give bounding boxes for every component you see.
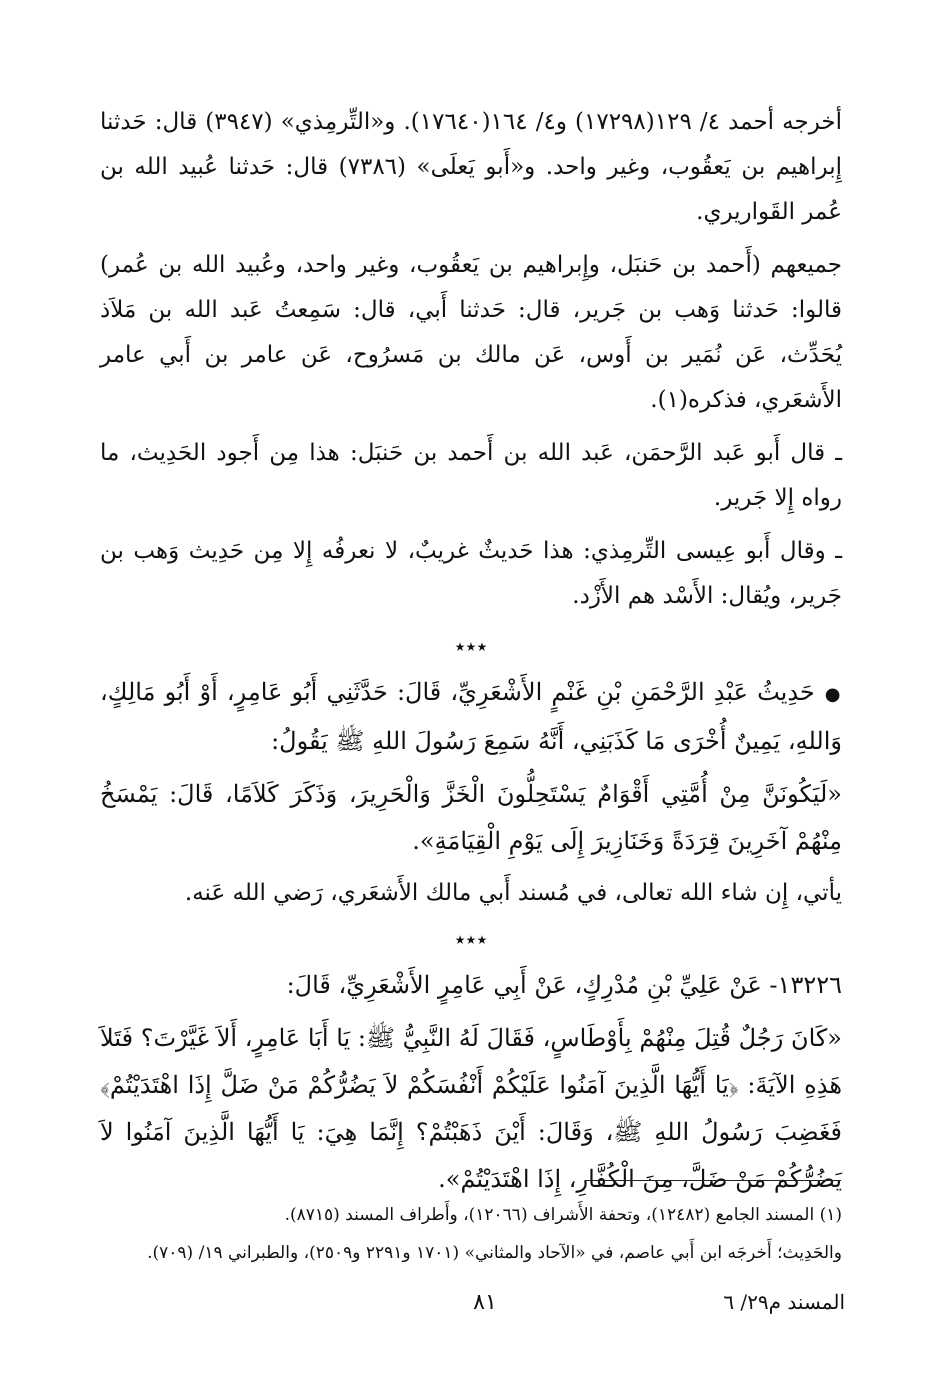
section-divider: ٭٭٭ (454, 634, 488, 658)
takhrij-paragraph: أخرجه أحمد ٤/ ١٢٩(١٧٢٩٨) و٤/ ١٦٤(١٧٦٤٠). و«التِّرمِذي» (٣٩٤٧) قال: حَدثنا إِبراهيم بن يَعقُوب، وغير واحد. و«أَبو يَعلَى» (٧٣٨٦) قال: حَدثنا عُبيد الله بن عُمر القَواريري. (100, 109, 843, 225)
page-number: ٨١ (473, 1290, 497, 1315)
volume-signature: المسند م٢٩/ ٦ (723, 1290, 845, 1314)
section-divider: ٭٭٭ (454, 927, 488, 951)
footnote-separator (585, 1180, 841, 1181)
footnote-2: والحَدِيث؛ أَخرجَه ابن أَبي عاصم، في «الآحاد والمثاني» (١٧٠١ و٢٢٩١ و٢٥٠٩)، والطبراني ١٩/ (٧٠٩). (147, 1243, 842, 1263)
bullet-icon: ● (824, 684, 842, 705)
hadith-heading: ١٣٢٢٦- عَنْ عَلِيِّ بْنِ مُدْرِكٍ، عَنْ أَبِي عَامِرٍ الأَشْعَرِيِّ، قَالَ: (286, 971, 842, 999)
cross-reference-note: يأتي، إِن شاء الله تعالى، في مُسند أَبي مالك الأَشعَري، رَضي الله عَنه. (184, 880, 842, 906)
footnotes (100, 1196, 842, 1272)
hadith-intro-text: حَدِيثُ عَبْدِ الرَّحْمَنِ بْنِ غَنْمٍ الأَشْعَرِيِّ، قَالَ: حَدَّثَنِي أَبُو عَامِرٍ، أَوْ أَبُو مَالِكٍ، وَاللهِ، يَمِينٌ أُخْرَى مَا كَذَبَنِي، أَنَّهُ سَمِعَ رَسُولَ اللهِ ﷺ يَقُولُ: (100, 678, 842, 755)
comment-ahmad: ـ قال أَبو عَبد الرَّحمَن، عَبد الله بن أَحمد بن حَنبَل: هذا مِن أَجود الحَدِيث، ما رواه إِلا جَرير. (100, 440, 842, 511)
hadith-text: «كَانَ رَجُلٌ قُتِلَ مِنْهُمْ بِأَوْطَاسٍ، فَقَالَ لَهُ النَّبِيُّ ﷺ: يَا أَبَا عَامِرٍ، أَلاَ غَيَّرْتَ؟ فَتَلاَ هَذِهِ الآيَةَ: ﴿يَا أَيُّهَا الَّذِينَ آمَنُوا عَلَيْكُمْ أَنْفُسَكُمْ لاَ يَضُرُّكُمْ مَنْ ضَلَّ إِذَا اهْتَدَيْتُمْ﴾ فَغَضِبَ رَسُولُ اللهِ ﷺ، وَقَالَ: أَيْنَ ذَهَبْتُمْ؟ إِنَّمَا هِيَ: يَا أَيُّهَا الَّذِينَ آمَنُوا لاَ يَضُرُّكُمْ مَنْ ضَلَّ، مِنَ الْكُفَّارِ، إِذَا اهْتَدَيْتُمْ». (100, 1024, 842, 1193)
page-footer (100, 1290, 845, 1330)
hadith-intro (100, 669, 842, 765)
comment-tirmidhi: ـ وقال أَبو عِيسى التِّرمِذي: هذا حَديثٌ غريبٌ، لا نعرفُه إِلا مِن حَدِيث وَهب بن جَرير، ويُقال: الأَسْد هم الأَزْد. (100, 538, 842, 609)
hadith-matn: «لَيَكُونَنَّ مِنْ أُمَّتِي أَقْوَامٌ يَسْتَحِلُّونَ الْخَزَّ وَالْحَرِيرَ، وَذَكَرَ كَلاَمًا، قَالَ: يَمْسَخُ مِنْهُمْ آخَرِينَ قِرَدَةً وَخَنَازِيرَ إِلَى يَوْمِ الْقِيَامَةِ». (100, 780, 842, 855)
footnote-1: (١) المسند الجامع (١٢٤٨٢)، وتحفة الأَشراف (١٢٠٦٦)، وأَطراف المسند (٨٧١٥). (284, 1205, 842, 1225)
isnad-paragraph: جميعهم (أَحمد بن حَنبَل، وإِبراهيم بن يَعقُوب، وغير واحد، وعُبيد الله بن عُمر) قالوا: حَدثنا وَهب بن جَرير، قال: حَدثنا أَبي، قال: سَمِعتُ عَبد الله بن مَلاَذ يُحَدِّث، عَن نُمَير بن أَوس، عَن مالك بن مَسرُوح، عَن عامر بن أَبي عامر الأَشعَري، فذكره(١). (100, 252, 842, 413)
page-body (100, 100, 842, 1209)
